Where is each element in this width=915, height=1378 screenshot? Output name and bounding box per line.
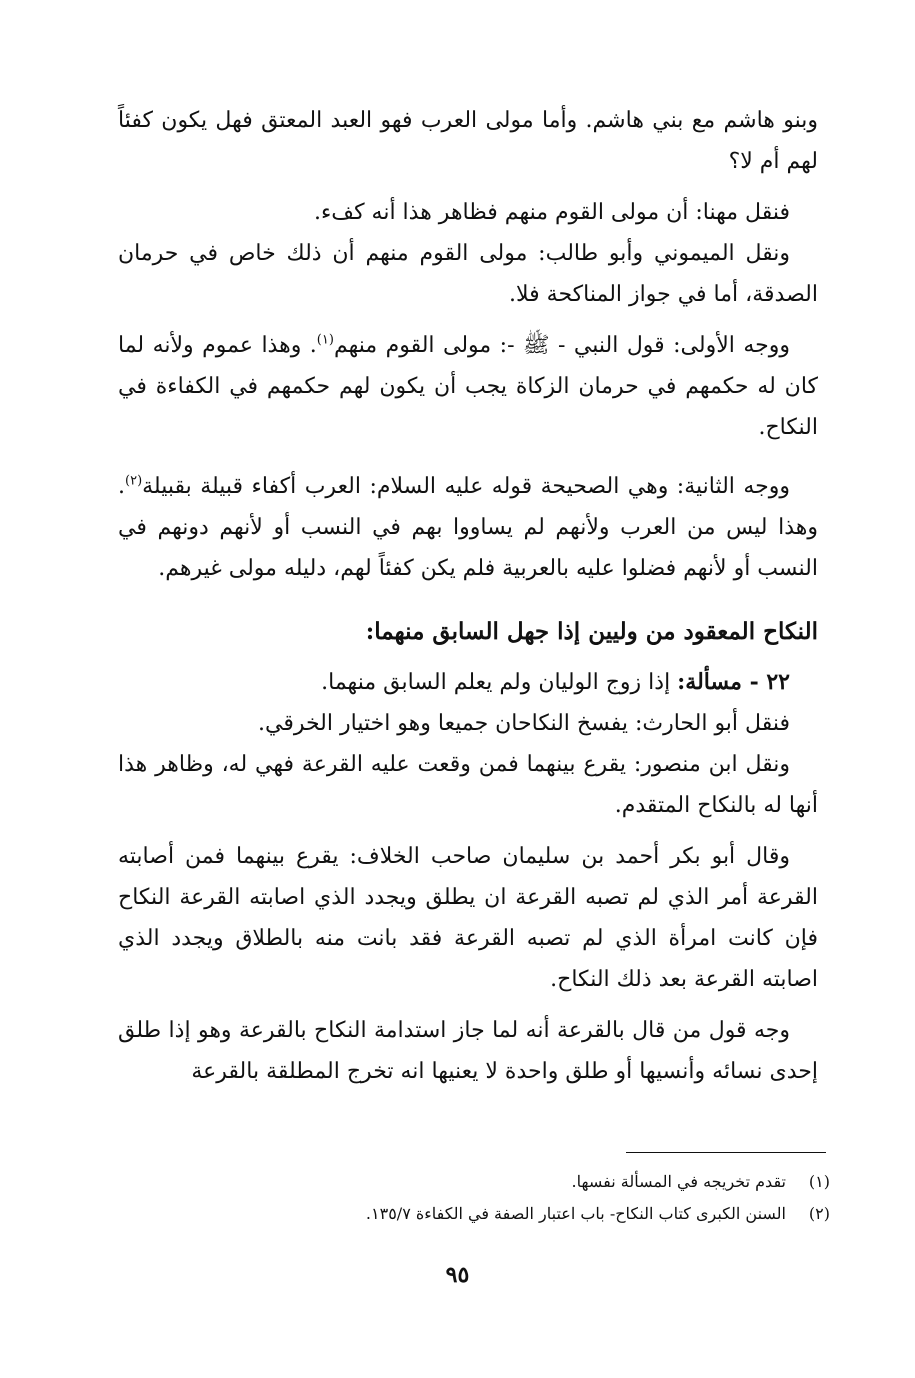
paragraph-4-text-b: . وهذا عموم ولأنه لما كان له حكمهم في حرمان الزكاة يجب أن يكون لهم حكمهم في الكفاءة في النكاح. (118, 333, 818, 440)
footnote-divider (626, 1152, 826, 1153)
issue-text: إذا زوج الوليان ولم يعلم السابق منهما. (321, 670, 678, 695)
paragraph-10: وجه قول من قال بالقرعة أنه لما جاز استدامة النكاح بالقرعة وهو إذا طلق إحدى نسائه وأنسيها أو طلق واحدة لا يعنيها انه تخرج المطلقة بالقرعة (118, 1018, 818, 1084)
paragraph-5-text-b: . وهذا ليس من العرب ولأنهم لم يساووا بهم في النسب أو لأنهم دونهم في النسب أو لأنهم فضلوا عليه بالعربية فلم يكن كفئاً لهم، دليله مولى غيرهم. (118, 474, 818, 581)
paragraph-2: فنقل مهنا: أن مولى القوم منهم فظاهر هذا أنه كفء. (313, 200, 790, 225)
main-text (118, 100, 818, 1092)
paragraph-7: فنقل أبو الحارث: يفسخ النكاحان جميعا وهو اختيار الخرقي. (258, 711, 790, 736)
footnote-ref-2: (٢) (125, 473, 143, 489)
paragraph-4 (118, 325, 818, 448)
paragraph-4-text-a: ووجه الأولى: قول النبي - ﷺ -: مولى القوم منهم (333, 333, 790, 358)
footnote-number: (٢) (808, 1204, 830, 1223)
paragraph-9: وقال أبو بكر أحمد بن سليمان صاحب الخلاف: يقرع بينهما فمن أصابته القرعة أمر الذي لم تصبه القرعة ان يطلق ويجدد الذي اصابته القرعة النكاح فإن كانت امرأة الذي لم تصبه القرعة فقد بانت منه بالطلاق ويجدد الذي اصابته القرعة بعد ذلك النكاح. (118, 844, 818, 992)
footnote-2 (150, 1198, 830, 1230)
footnote-text: تقدم تخريجه في المسألة نفسها. (571, 1172, 786, 1191)
footnote-ref-1: (١) (316, 332, 334, 348)
issue-number: ٢٢ - مسألة: (677, 669, 790, 695)
paragraph-1: وبنو هاشم مع بني هاشم. وأما مولى العرب فهو العبد المعتق فهل يكون كفئاً لهم أم لا؟ (118, 108, 818, 174)
paragraph-5-text-a: ووجه الثانية: وهي الصحيحة قوله عليه السلام: العرب أكفاء قبيلة بقبيلة (142, 474, 790, 499)
paragraph-3: ونقل الميموني وأبو طالب: مولى القوم منهم أن ذلك خاص في حرمان الصدقة، أما في جواز المناكحة فلا. (118, 241, 818, 307)
section-heading: النكاح المعقود من وليين إذا جهل السابق منهما: (365, 618, 818, 645)
paragraph-5 (118, 466, 818, 589)
page-number: ٩٥ (445, 1262, 470, 1288)
issue-paragraph (118, 662, 818, 703)
footnote-1 (150, 1166, 830, 1198)
footnote-text: السنن الكبرى كتاب النكاح- باب اعتبار الصفة في الكفاءة ١٣٥/٧. (365, 1204, 786, 1223)
footnote-number: (١) (808, 1172, 830, 1191)
footnotes (150, 1166, 830, 1230)
paragraph-8: ونقل ابن منصور: يقرع بينهما فمن وقعت عليه القرعة فهي له، وظاهر هذا أنها له بالنكاح المتقدم. (118, 752, 818, 818)
